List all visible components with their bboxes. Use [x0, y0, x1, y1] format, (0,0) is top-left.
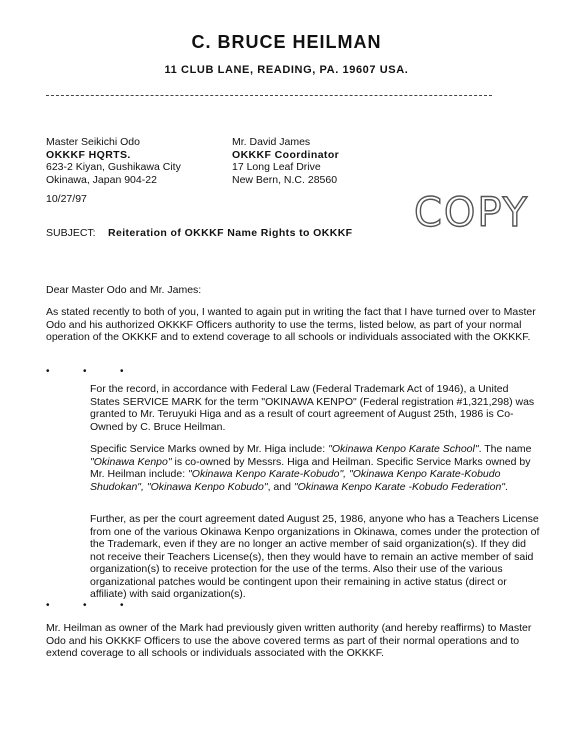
- recipient-block-1: [46, 136, 246, 186]
- header-divider: [46, 95, 492, 96]
- recipient-2-org: OKKKF Coordinator: [232, 148, 340, 161]
- bullet-separator-bottom: [46, 600, 157, 611]
- recipient-block-2: [232, 136, 432, 186]
- bullet-separator-top: [46, 366, 157, 377]
- copy-stamp: COPY: [414, 190, 530, 236]
- paragraph-service-marks: [90, 443, 540, 493]
- bullet: •: [83, 600, 87, 611]
- paragraph-federal-law: For the record, in accordance with Federal Law (Federal Trademark Act of 1946), a United States SERVICE MARK for the term "OKINAWA KENPO" (Federal registration #1,321,298) was granted to Mr. Teruyuki Higa and as a result of court agreement of August 25th, 1986 is Co-Owned by C. Bruce Heilman.: [90, 383, 535, 433]
- subject-text: Reiteration of OKKKF Name Rights to OKKKF: [108, 227, 353, 239]
- text-run: . The name: [478, 443, 532, 455]
- bullet: •: [120, 600, 124, 611]
- subject-line: [46, 227, 353, 239]
- recipient-1-name: Master Seikichi Odo: [46, 136, 140, 148]
- recipient-1-street: 623-2 Kiyan, Gushikawa City: [46, 161, 181, 173]
- letter-date: 10/27/97: [46, 193, 87, 205]
- mark-name: "Okinawa Kenpo Karate School": [328, 443, 479, 455]
- recipient-1-city: Okinawa, Japan 904-22: [46, 173, 157, 186]
- bullet: •: [46, 600, 50, 611]
- mark-name: "Okinawa Kenpo Karate-Kobudo", "Okinawa Kenpo Karate-Kobudo Shudokan", "Okinawa Kenpo Kobudo": [90, 468, 501, 493]
- text-run: .: [505, 480, 508, 493]
- text-run: is co-owned by Messrs. Higa and Heilman. Specific Service Marks owned by Mr. Heilman include:: [90, 455, 531, 480]
- bullet: •: [83, 366, 87, 377]
- bullet: •: [46, 366, 50, 377]
- letterhead-address: 11 CLUB LANE, READING, PA. 19607 USA.: [164, 64, 409, 76]
- recipient-1-org: OKKKF HQRTS.: [46, 148, 131, 161]
- paragraph-reaffirmation: Mr. Heilman as owner of the Mark had previously given written authority (and hereby reaffirms) to Master Odo and his OKKKF Officers to use the above covered terms as part of their normal operations and to extend coverage to all schools or individuals associated with the OKKKF.: [46, 622, 532, 659]
- subject-label: SUBJECT:: [46, 227, 96, 239]
- salutation: Dear Master Odo and Mr. James:: [46, 284, 202, 296]
- recipient-2-city: New Bern, N.C. 28560: [232, 173, 338, 186]
- text-run: Specific Service Marks owned by Mr. Higa include:: [90, 443, 329, 455]
- paragraph-intro: As stated recently to both of you, I wanted to again put in writing the fact that I have turned over to Master Odo and his authorized OKKKF Officers authority to use the terms, listed below, as part of your normal operation of the OKKKF and to extend coverage to all schools or individuals associated with the OKKKF.: [46, 306, 536, 343]
- mark-name: "Okinawa Kenpo Karate -Kobudo Federation": [293, 480, 506, 493]
- recipient-2-name: Mr. David James: [232, 136, 311, 148]
- letterhead-name: C. BRUCE HEILMAN: [191, 32, 382, 52]
- bullet: •: [120, 366, 124, 377]
- paragraph-court-agreement: Further, as per the court agreement dated August 25, 1986, anyone who has a Teachers License from one of the various Okinawa Kenpo organizations in Okinawa, comes under the protection of the Trademark, even if they are no longer an active member of said organization(s). If they did not receive their Teachers License(s), then they would have to remain an active member of said organization(s) to receive protection for the use of the terms. Also their use of the various organizational patches would be contingent upon their remaining in active status (direct or affiliate) with said organization(s).: [90, 513, 540, 600]
- mark-name: "Okinawa Kenpo": [90, 455, 172, 468]
- text-run: , and: [267, 480, 294, 493]
- recipient-2-street: 17 Long Leaf Drive: [232, 161, 321, 173]
